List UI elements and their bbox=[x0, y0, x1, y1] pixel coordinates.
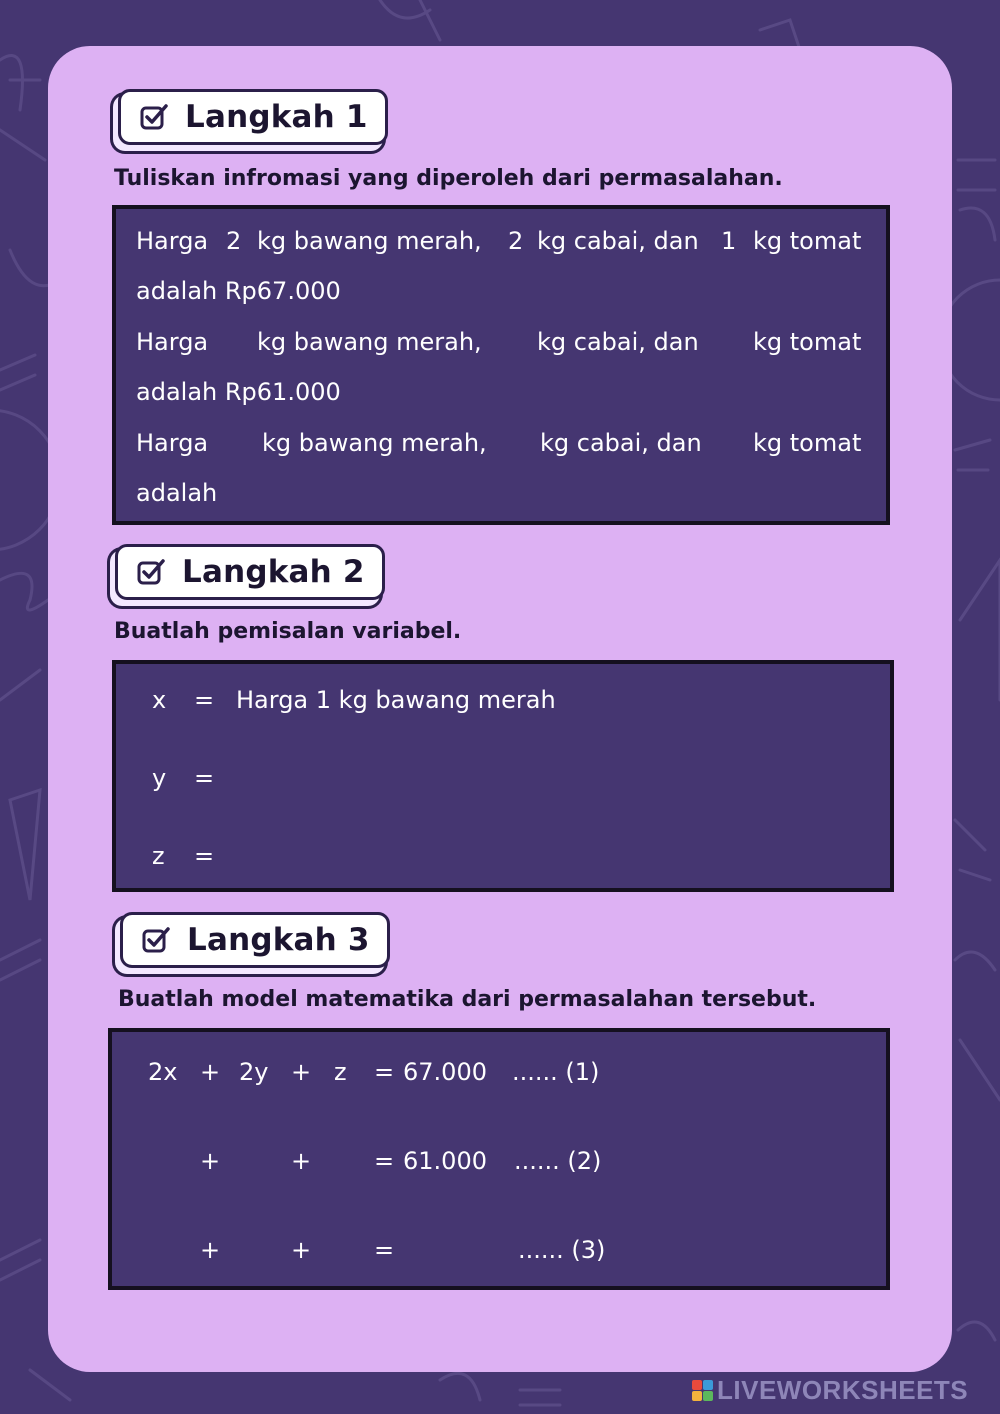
line3-bawang: kg bawang merah, bbox=[257, 328, 482, 356]
line6-total: adalah bbox=[136, 479, 218, 507]
eq1-rhs: 67.000 bbox=[403, 1058, 487, 1086]
liveworksheets-logo-icon bbox=[692, 1380, 713, 1401]
line5-harga: Harga bbox=[136, 429, 209, 457]
eq1-label: ...... (1) bbox=[512, 1058, 600, 1086]
eq1-term3: z bbox=[334, 1058, 347, 1086]
watermark-text: LIVEWORKSHEETS bbox=[717, 1374, 969, 1405]
eq1-op2: + bbox=[291, 1058, 312, 1086]
var-y-eq: = bbox=[194, 764, 215, 792]
line3-tomat: kg tomat bbox=[753, 328, 862, 356]
line5-bawang: kg bawang merah, bbox=[262, 429, 487, 457]
eq2-op2: + bbox=[291, 1147, 312, 1175]
eq2-eq: = bbox=[374, 1147, 395, 1175]
liveworksheets-watermark bbox=[692, 1376, 968, 1404]
step-2-badge bbox=[115, 544, 385, 600]
line3-cabai: kg cabai, dan bbox=[537, 328, 699, 356]
step-1-title: Langkah 1 bbox=[185, 99, 368, 135]
eq1-term1: 2x bbox=[148, 1058, 178, 1086]
step-2-instruction: Buatlah pemisalan variabel. bbox=[114, 619, 462, 644]
var-y-name: y bbox=[152, 764, 167, 792]
line2-total: adalah Rp67.000 bbox=[136, 277, 341, 305]
step-1-answer-box bbox=[112, 205, 890, 525]
line1-harga: Harga bbox=[136, 227, 209, 255]
line1-qty-cabai: 2 bbox=[508, 227, 524, 255]
eq1-eq: = bbox=[374, 1058, 395, 1086]
step-3-badge bbox=[120, 912, 390, 968]
line5-cabai: kg cabai, dan bbox=[540, 429, 702, 457]
step-3-instruction: Buatlah model matematika dari permasalahan tersebut. bbox=[118, 987, 817, 1012]
var-x-name: x bbox=[152, 686, 167, 714]
step-3-title: Langkah 3 bbox=[187, 922, 370, 958]
line5-tomat: kg tomat bbox=[753, 429, 862, 457]
eq1-term2: 2y bbox=[239, 1058, 269, 1086]
step-1-badge bbox=[118, 89, 388, 145]
eq1-op1: + bbox=[200, 1058, 221, 1086]
eq2-label: ...... (2) bbox=[514, 1147, 602, 1175]
step-2-answer-box bbox=[112, 660, 894, 892]
eq2-op1: + bbox=[200, 1147, 221, 1175]
eq3-op1: + bbox=[200, 1236, 221, 1264]
line1-tomat: kg tomat bbox=[753, 227, 862, 255]
line1-qty-bawang: 2 bbox=[226, 227, 242, 255]
step-3-answer-box bbox=[108, 1028, 890, 1290]
line1-qty-tomat: 1 bbox=[721, 227, 737, 255]
var-x-eq: = bbox=[194, 686, 215, 714]
step-1-instruction: Tuliskan infromasi yang diperoleh dari permasalahan. bbox=[114, 166, 783, 191]
line3-harga: Harga bbox=[136, 328, 209, 356]
var-x-desc: Harga 1 kg bawang merah bbox=[236, 686, 556, 714]
line1-bawang: kg bawang merah, bbox=[257, 227, 482, 255]
step-2-title: Langkah 2 bbox=[182, 554, 365, 590]
checkbox-checked-icon bbox=[141, 925, 171, 955]
line4-total: adalah Rp61.000 bbox=[136, 378, 341, 406]
line1-cabai: kg cabai, dan bbox=[537, 227, 699, 255]
eq2-rhs: 61.000 bbox=[403, 1147, 487, 1175]
checkbox-checked-icon bbox=[139, 102, 169, 132]
checkbox-checked-icon bbox=[136, 557, 166, 587]
eq3-op2: + bbox=[291, 1236, 312, 1264]
var-z-name: z bbox=[152, 842, 165, 870]
eq3-label: ...... (3) bbox=[518, 1236, 606, 1264]
eq3-eq: = bbox=[374, 1236, 395, 1264]
var-z-eq: = bbox=[194, 842, 215, 870]
